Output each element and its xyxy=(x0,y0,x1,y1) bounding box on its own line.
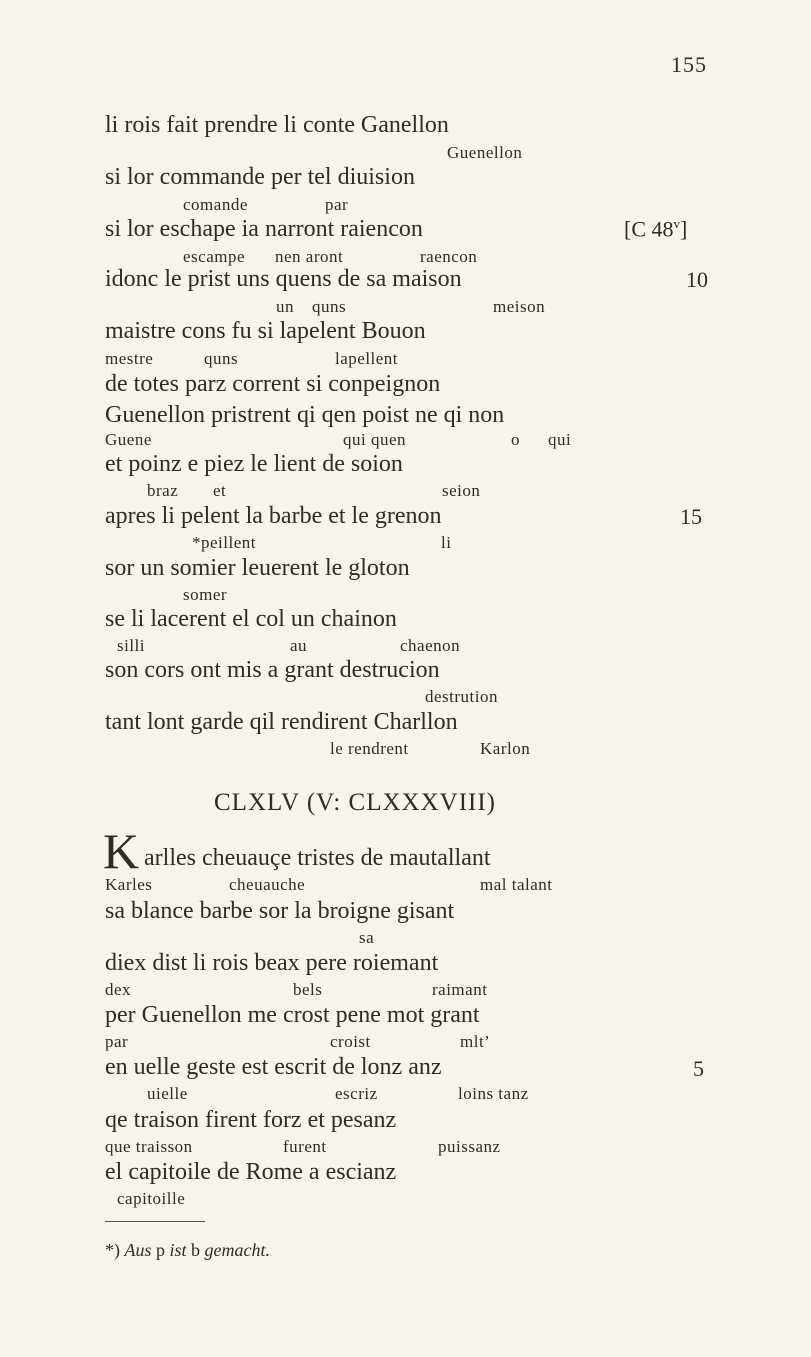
variant-reading: que traisson xyxy=(105,1137,193,1156)
footnote-word: ist xyxy=(169,1240,187,1260)
variant-reading: par xyxy=(325,195,349,214)
variant-reading: meison xyxy=(493,297,546,316)
variant-reading: seion xyxy=(442,481,481,500)
variant-reading: puissanz xyxy=(438,1137,501,1156)
footnote xyxy=(105,1240,270,1261)
variant-reading: raimant xyxy=(432,980,488,999)
variant-reading: Karlon xyxy=(480,739,531,758)
variant-reading: silli xyxy=(117,636,146,655)
variant-reading: loins tanz xyxy=(458,1084,529,1103)
variant-reading: chaenon xyxy=(400,636,461,655)
variant-reading: par xyxy=(105,1032,129,1051)
verse-line: sor un somier leuerent le gloton xyxy=(105,555,410,581)
verse-line: si lor commande per tel diuision xyxy=(105,164,415,190)
verse-line: maistre cons fu si lapelent Bouon xyxy=(105,318,426,344)
variant-reading: le rendrent xyxy=(330,739,409,758)
line-number: 10 xyxy=(686,267,708,292)
variant-reading: uielle xyxy=(147,1084,188,1103)
variant-reading: furent xyxy=(283,1137,327,1156)
footnote-rule xyxy=(105,1221,205,1222)
variant-reading: bels xyxy=(293,980,323,999)
verse-line: de totes parz corrent si conpeignon xyxy=(105,371,441,397)
variant-reading: raencon xyxy=(420,247,478,266)
footnote-siglum: b xyxy=(191,1240,201,1260)
variant-reading: qui quen xyxy=(343,430,407,449)
variant-reading: somer xyxy=(183,585,228,604)
verse-line: son cors ont mis a grant destrucion xyxy=(105,657,440,683)
footnote-siglum: p xyxy=(156,1240,165,1260)
variant-reading: qui xyxy=(548,430,572,449)
footnote-marker: *) xyxy=(105,1240,120,1260)
variant-reading: Karles xyxy=(105,875,153,894)
laisse-heading: CLXLV (V: CLXXXVIII) xyxy=(214,789,497,816)
variant-reading: comande xyxy=(183,195,248,214)
variant-reading: escampe xyxy=(183,247,246,266)
verse-line: sa blance barbe sor la broigne gisant xyxy=(105,898,455,924)
verse-line: si lor eschape ia narront raiencon xyxy=(105,216,423,242)
variant-reading: *peillent xyxy=(192,533,256,552)
variant-reading: escriz xyxy=(335,1084,378,1103)
variant-reading: sa xyxy=(359,928,375,947)
verse-line: apres li pelent la barbe et le grenon xyxy=(105,503,442,529)
verse-line: arlles cheuauçe tristes de mautallant xyxy=(144,845,491,871)
variant-reading: Guenellon xyxy=(447,143,523,162)
drop-cap: K xyxy=(103,823,140,879)
variant-reading: li xyxy=(441,533,452,552)
variant-reading: croist xyxy=(330,1032,371,1051)
verse-line: li rois fait prendre li conte Ganellon xyxy=(105,112,449,138)
variant-reading: Guene xyxy=(105,430,152,449)
variant-reading: mlt’ xyxy=(460,1032,491,1051)
variant-reading: cheuauche xyxy=(229,875,306,894)
verse-line: diex dist li rois beax pere roiemant xyxy=(105,950,439,976)
variant-reading: et xyxy=(213,481,227,500)
line-number: 5 xyxy=(693,1056,704,1081)
footnote-word: Aus xyxy=(124,1240,152,1260)
page-number: 155 xyxy=(671,52,707,77)
verse-line: idonc le prist uns quens de sa maison xyxy=(105,266,462,292)
variant-reading: lapellent xyxy=(335,349,399,368)
variant-reading: mestre xyxy=(105,349,154,368)
verse-line: el capitoile de Rome a escianz xyxy=(105,1159,397,1185)
verse-line: per Guenellon me crost pene mot grant xyxy=(105,1002,480,1028)
variant-reading: capitoille xyxy=(117,1189,186,1208)
variant-reading: mal talant xyxy=(480,875,553,894)
verse-line: en uelle geste est escrit de lonz anz xyxy=(105,1054,442,1080)
verse-line: tant lont garde qil rendirent Charllon xyxy=(105,709,458,735)
variant-reading: nen aront xyxy=(275,247,344,266)
variant-reading: dex xyxy=(105,980,132,999)
variant-reading: quns xyxy=(312,297,347,316)
variant-reading: o xyxy=(511,430,520,449)
verse-line: qe traison firent forz et pesanz xyxy=(105,1107,397,1133)
variant-reading: braz xyxy=(147,481,179,500)
line-number: 15 xyxy=(680,504,702,529)
verse-line: et poinz e piez le lient de soion xyxy=(105,451,403,477)
verse-line: se li lacerent el col un chainon xyxy=(105,606,397,632)
variant-reading: quns xyxy=(204,349,239,368)
folio-reference: [C 48$^v$] xyxy=(624,216,688,242)
verse-line: Guenellon pristrent qi qen poist ne qi non xyxy=(105,402,505,428)
variant-reading: un xyxy=(276,297,294,316)
variant-reading: destrution xyxy=(425,687,498,706)
footnote-word: gemacht. xyxy=(204,1240,270,1260)
variant-reading: au xyxy=(290,636,308,655)
